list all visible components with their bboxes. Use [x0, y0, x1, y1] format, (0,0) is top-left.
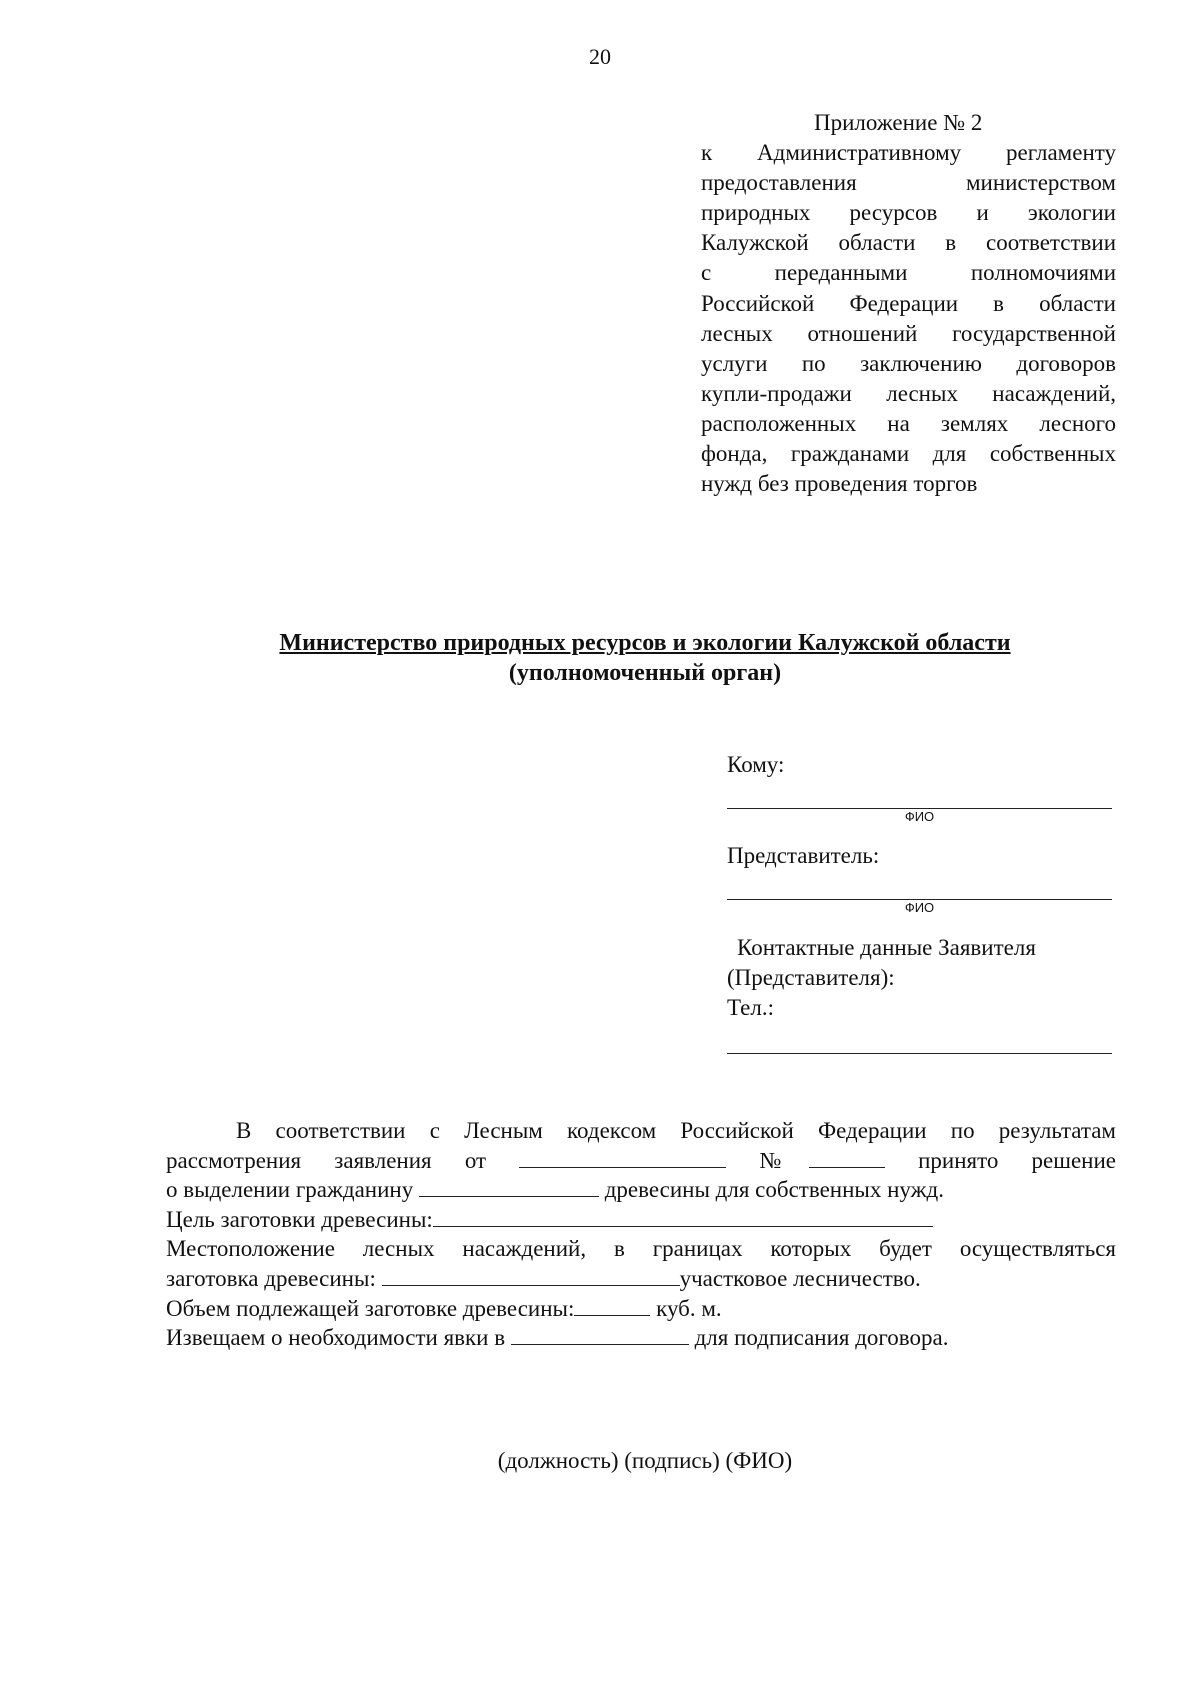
- appendix-block: [701, 108, 1116, 499]
- number-blank: [809, 1148, 885, 1168]
- purpose-blank: [433, 1207, 933, 1227]
- body-text: для подписания договора.: [694, 1325, 949, 1351]
- location-blank: [382, 1266, 680, 1286]
- body-text: Цель заготовки древесины:: [166, 1206, 433, 1232]
- phone-line: [727, 1053, 1112, 1054]
- signature-line: (должность) (подпись) (ФИО): [497, 1448, 793, 1473]
- page-number: 20: [589, 44, 611, 69]
- recipient-to-label: Кому:: [727, 752, 785, 777]
- body-line-8: [166, 1323, 1116, 1353]
- date-blank: [519, 1148, 726, 1168]
- contacts-label: Контактные данные Заявителя: [737, 935, 1036, 960]
- appendix-line: фонда, гражданами для собственных: [701, 441, 1116, 467]
- appendix-line: расположенных на землях лесного: [701, 410, 1116, 436]
- citizen-blank: [419, 1177, 599, 1197]
- body-line-3: [166, 1175, 1116, 1205]
- body-line-6: [166, 1264, 1116, 1294]
- appearance-blank: [511, 1325, 689, 1345]
- body-line-5: Местоположение лесных насаждений, в границах которых будет осуществляться: [166, 1236, 1116, 1262]
- body-text: рассмотрения заявления от: [166, 1147, 487, 1173]
- body-text: заготовка древесины:: [166, 1265, 376, 1291]
- appendix-line: Калужской области в соответствии: [701, 230, 1116, 256]
- appendix-line: с переданными полномочиями: [701, 260, 1116, 286]
- body-text: древесины для собственных нужд.: [604, 1177, 944, 1203]
- document-header: [0, 628, 1200, 688]
- appendix-line: лесных отношений государственной: [701, 320, 1116, 346]
- appendix-line: Российской Федерации в области: [701, 290, 1116, 316]
- appendix-title: Приложение № 2: [814, 110, 983, 135]
- appendix-line: услуги по заключению договоров: [701, 350, 1116, 376]
- body-line-4: [166, 1205, 1116, 1235]
- appendix-line: нужд без проведения торгов: [701, 471, 978, 497]
- representative-fio-caption: ФИО: [904, 900, 935, 915]
- authority-subtitle: (уполномоченный орган): [508, 660, 782, 686]
- contacts-label-2: (Представителя):: [727, 965, 895, 990]
- body-text: куб. м.: [656, 1295, 722, 1321]
- appendix-line: предоставления министерством: [701, 170, 1116, 196]
- volume-blank: [574, 1296, 650, 1316]
- representative-label: Представитель:: [727, 843, 880, 868]
- body-text: о выделении гражданину: [166, 1177, 414, 1203]
- appendix-line: к Административному регламенту: [701, 140, 1116, 166]
- body-line-7: [166, 1294, 1116, 1324]
- body-text: Извещаем о необходимости явки в: [166, 1325, 506, 1351]
- appendix-line: природных ресурсов и экологии: [701, 200, 1116, 226]
- body-text: Объем подлежащей заготовке древесины:: [166, 1295, 575, 1321]
- body-text: принято решение: [918, 1147, 1116, 1173]
- ministry-title: Министерство природных ресурсов и экологии Калужской области: [279, 630, 1011, 656]
- appendix-line: купли-продажи лесных насаждений,: [701, 380, 1116, 406]
- body-text: №: [759, 1147, 809, 1173]
- recipient-fio-caption: ФИО: [904, 809, 935, 824]
- notification-body: [166, 1116, 1116, 1353]
- body-text: участковое лесничество.: [679, 1265, 921, 1291]
- phone-label: Тел.:: [727, 995, 774, 1020]
- body-line-2: [166, 1146, 1116, 1176]
- body-line-1: В соответствии с Лесным кодексом Российской Федерации по результатам: [236, 1118, 1116, 1143]
